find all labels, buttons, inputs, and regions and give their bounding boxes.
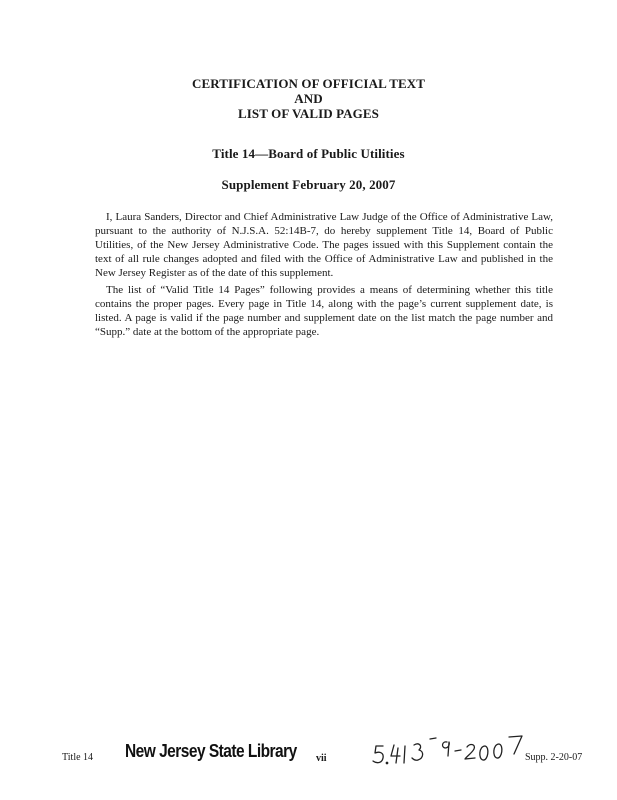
valid-pages-heading: LIST OF VALID PAGES bbox=[238, 106, 379, 121]
certification-paragraph: I, Laura Sanders, Director and Chief Administrative Law Judge of the Office of Administrative Law, pursuant to the authority of N.J.S.A. 52:14B-7, do hereby supplement Title 14, Board of Public Utilities, of the New Jersey Administrative Code. The pages issued with this Supplement contain the text of all rule changes adopted and filed with the Office of Administrative Law and published in the New Jersey Register as of the date of this supplement. bbox=[95, 211, 553, 279]
library-stamp: New Jersey State Library bbox=[125, 741, 297, 761]
heading-and: AND bbox=[294, 91, 323, 106]
footer-title: Title 14 bbox=[62, 752, 94, 763]
footer-supplement-date: Supp. 2-20-07 bbox=[525, 752, 583, 763]
certification-heading: CERTIFICATION OF OFFICIAL TEXT bbox=[191, 76, 426, 91]
valid-pages-paragraph: The list of “Valid Title 14 Pages” following provides a means of determining whether this title contains the proper pages. Every page in Title 14, along with the page’s current supplement date, is listed. A page is valid if the page number and supplement date on the list match the page number and “Supp.” date at the bottom of the appropriate page. bbox=[95, 284, 553, 338]
handwritten-date-annotation bbox=[372, 732, 530, 768]
title-heading: Title 14—Board of Public Utilities bbox=[212, 146, 405, 161]
page-number: vii bbox=[316, 753, 327, 764]
supplement-date-heading: Supplement February 20, 2007 bbox=[221, 177, 396, 192]
